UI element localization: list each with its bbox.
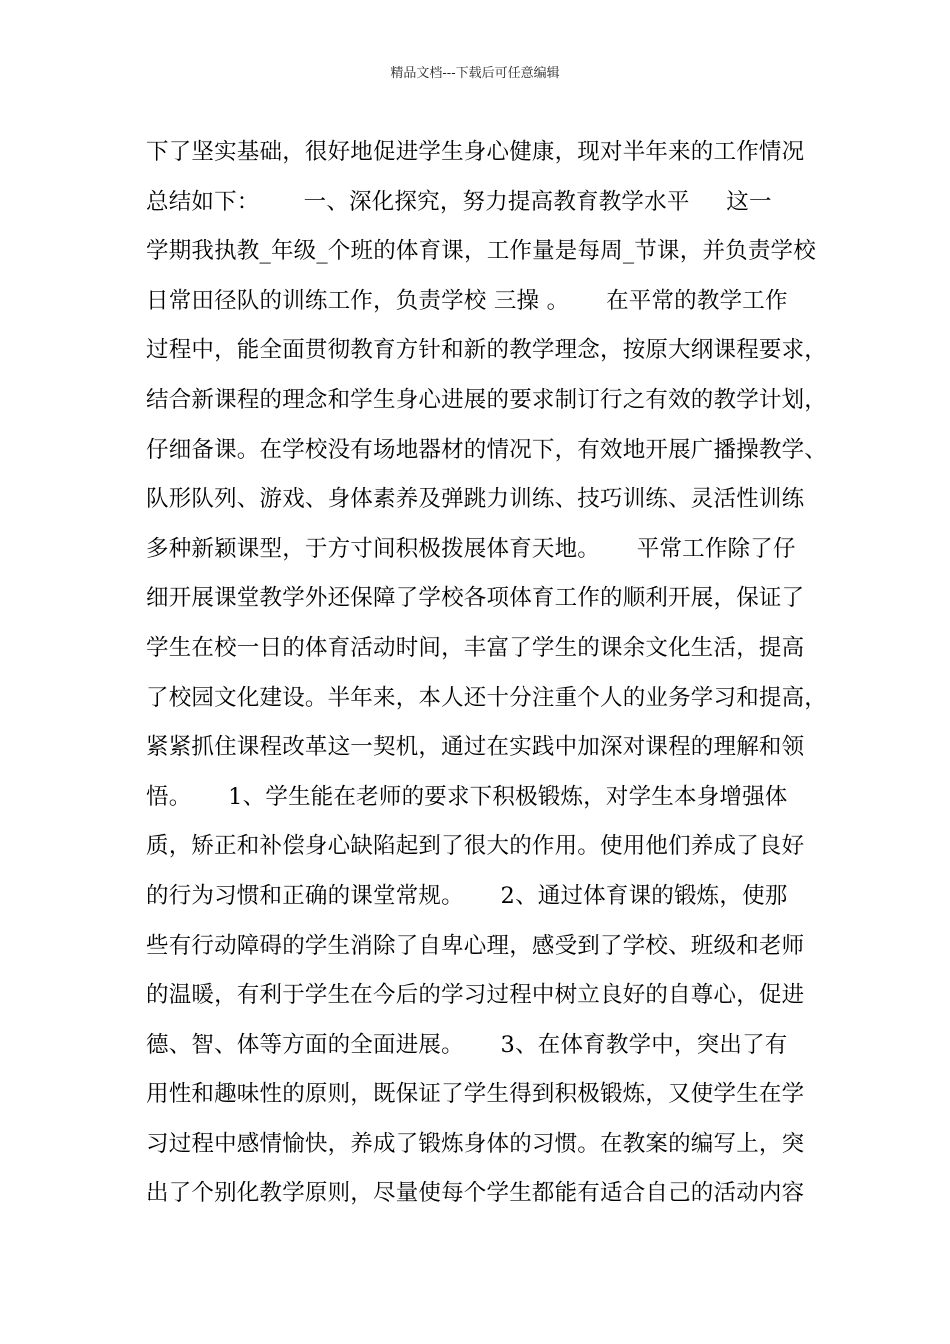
text-line: 队形队列、游戏、身体素养及弹跳力训练、技巧训练、灵活性训练 [146,486,805,513]
text-line: 了校园文化建设。半年来，本人还十分注重个人的业务学习和提高， [146,684,828,711]
text-line: 用性和趣味性的原则，既保证了学生得到积极锻炼，又使学生在学 [146,1081,805,1108]
text-line: 多种新颖课型，于方寸间积极拨展体育天地。 平常工作除了仔 [146,535,796,562]
text-line: 总结如下： 一、深化探究，努力提高教育教学水平 这一 [146,188,772,215]
text-line: 的行为习惯和正确的课堂常规。 2、通过体育课的锻炼，使那 [146,882,788,909]
text-line: 细开展课堂教学外还保障了学校各项体育工作的顺利开展，保证了 [146,585,805,612]
text-line: 出了个别化教学原则，尽量使每个学生都能有适合自己的活动内容 [146,1180,805,1207]
text-line: 些有行动障碍的学生消除了自卑心理，感受到了学校、班级和老师 [146,932,805,959]
text-line: 学期我执教_年级_个班的体育课，工作量是每周_节课，并负责学校 [146,238,816,265]
text-line: 仔细备课。在学校没有场地器材的情况下，有效地开展广播操教学、 [146,436,828,463]
text-line: 的温暖，有利于学生在今后的学习过程中树立良好的自尊心，促进 [146,982,805,1009]
text-line: 紧紧抓住课程改革这一契机，通过在实践中加深对课程的理解和领 [146,734,805,761]
text-line: 习过程中感情愉快，养成了锻炼身体的习惯。在教案的编写上，突 [146,1130,805,1157]
text-line: 下了坚实基础，很好地促进学生身心健康，现对半年来的工作情况 [146,139,805,165]
text-line: 过程中，能全面贯彻教育方针和新的教学理念，按原大纲课程要求， [146,337,828,364]
text-line: 质，矫正和补偿身心缺陷起到了很大的作用。使用他们养成了良好 [146,833,805,860]
text-line: 日常田径队的训练工作，负责学校 三操 。 在平常的教学工作 [146,287,788,314]
page-header: 精品文档---下载后可任意编辑 [390,66,560,81]
text-line: 悟。 1、学生能在老师的要求下积极锻炼，对学生本身增强体 [146,783,788,810]
document-body [146,128,826,1219]
text-line: 德、智、体等方面的全面进展。 3、在体育教学中，突出了有 [146,1031,788,1058]
text-line: 结合新课程的理念和学生身心进展的要求制订行之有效的教学计划， [146,386,828,413]
text-line: 学生在校一日的体育活动时间，丰富了学生的课余文化生活，提高 [146,634,805,661]
